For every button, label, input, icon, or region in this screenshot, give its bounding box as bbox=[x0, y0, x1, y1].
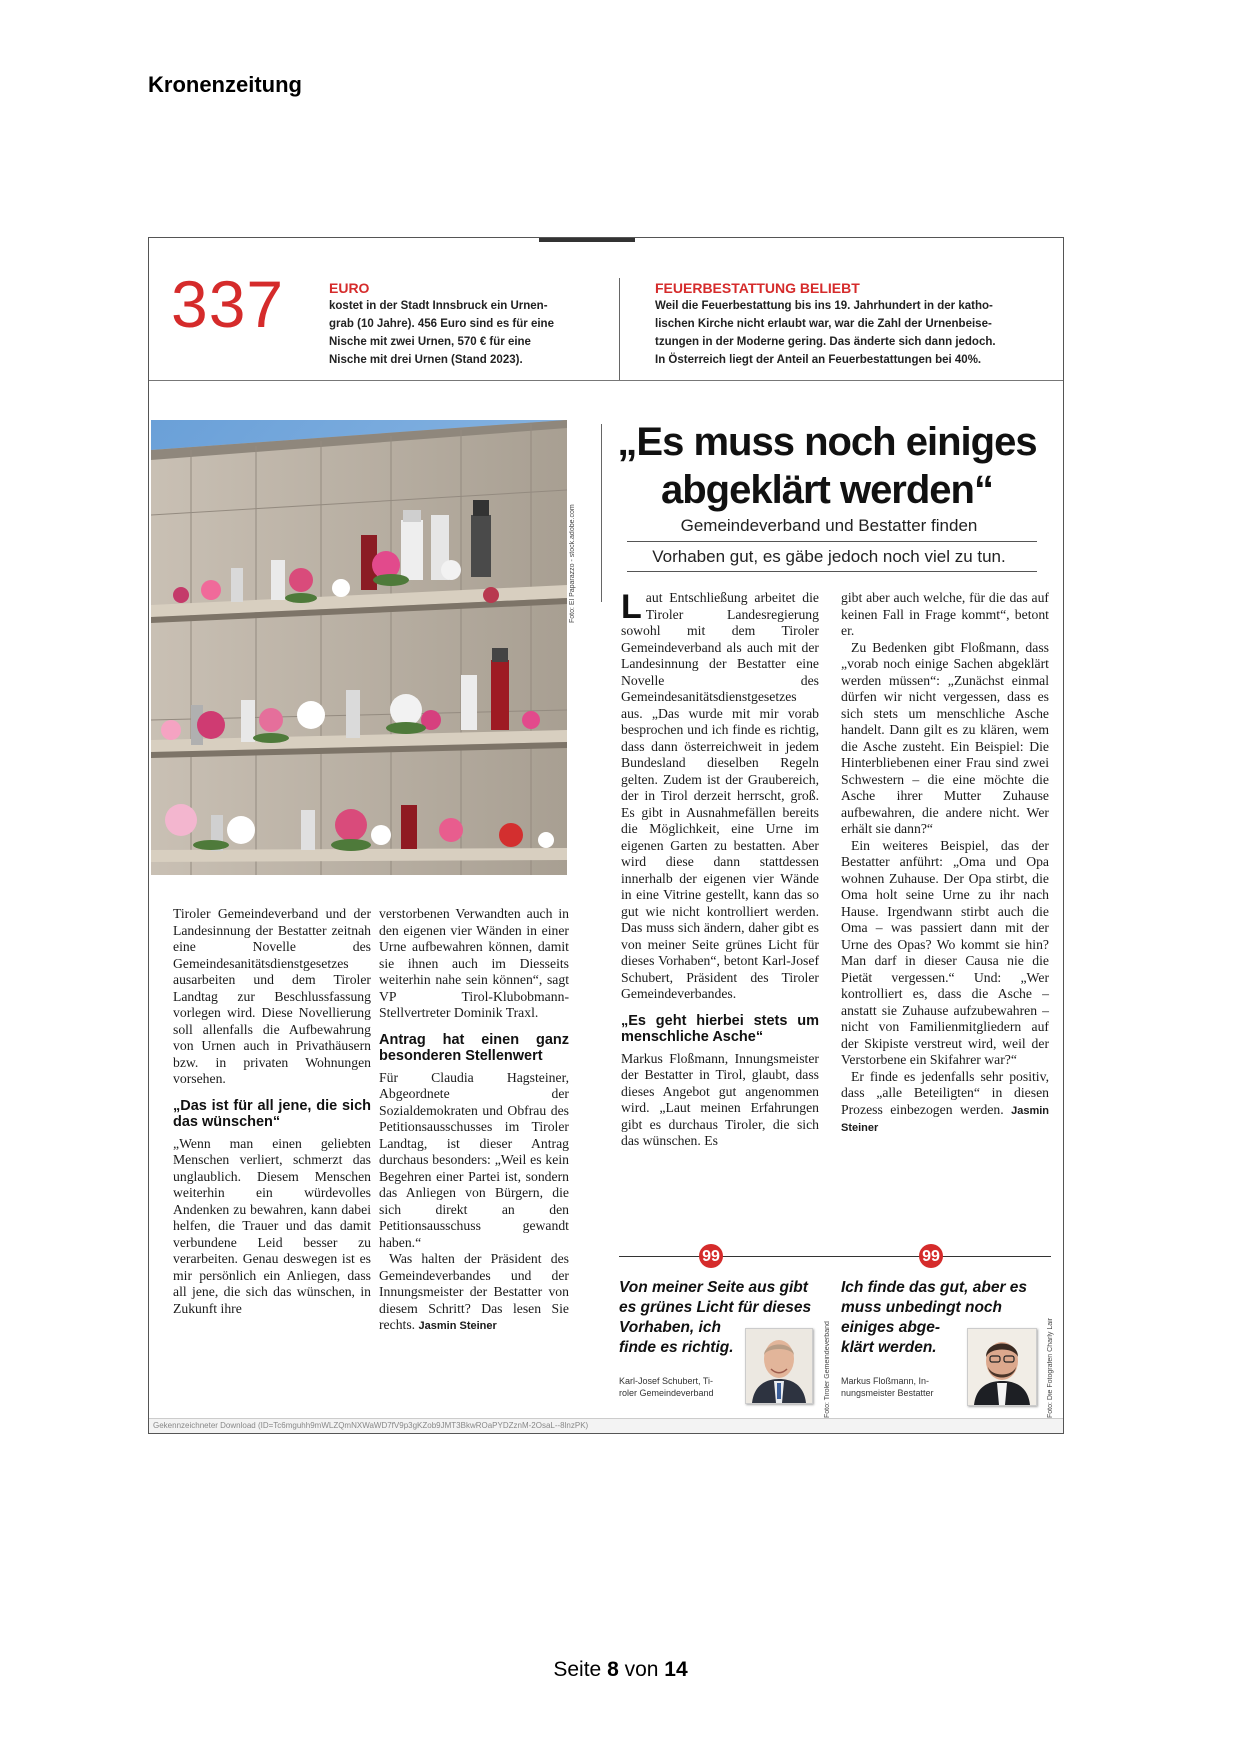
interheadline-antrag: Antrag hat einen ganz besonderen Stellenwert bbox=[379, 1031, 569, 1064]
fact-right-heading: FEUERBESTATTUNG BELIEBT bbox=[655, 280, 860, 296]
fact-number: 337 bbox=[171, 267, 285, 341]
source-label: Kronenzeitung bbox=[148, 72, 302, 97]
quote-caption-flossmann: Markus Floßmann, In- nungsmeister Bestatter bbox=[841, 1376, 934, 1398]
newspaper-clipping bbox=[148, 237, 1064, 1434]
article-column-4: gibt aber auch welche, für die das auf keinen Fall in Frage kommt“, betont er. Zu Bedenken gibt Floßmann, dass „vorab noch einige Sachen abgeklärt werden müssen“: „Zunächst einmal dürfen wir nicht vergessen, dass es sich stets um menschliche Asche handelt. Dann gilt es zu klären, wem die Asche zusteht. Ein Beispiel: Die Hinterbliebenen einer Frau sind zwei Schwestern – die eine möchte die Asche ihrer Mutter Zuhause aufbewahren, die andere nicht. Wer erhält sie dann?“ Ein weiteres Beispiel, das der Bestatter anführt: „Oma und Opa wohnen Zuhause. Der Opa stirbt, die Oma holt seine Urne zu ihr nach Hause. Irgendwann stirbt auch die Oma – was passiert dann mit der Urne des Opas? Wo kommt sie hin? Man darf in dieser Causa nie die Pietät vergessen.“ Und: „Wer kontrolliert es, dass die Asche – anstatt sie Zuhause aufzubewahren – nicht von Familienmitgliedern auf der Skipiste verstreut wird, weil der Verstorbene ein Skifahrer war?“ Er finde es jedenfalls sehr positiv, dass „alle Beteiligten“ in diesen Prozess einbezogen werden. Jasmin Steiner bbox=[841, 590, 1049, 1137]
article-column-3: Laut Entschließung arbeitet die Tiroler Landesregierung sowohl mit dem Tiroler Gemeindeverband als auch mit der Landesinnung der Bestatter eine Novelle des Gemeindesanitätsdienstgesetzes aus. „Das wurde mit mir vorab besprochen und ich finde es richtig, dass dann österreichweit in jedem Bundesland dieselben Regeln gelten. Zudem ist der Graubereich, der in Tirol derzeit herrscht, groß. Es gibt in Ausnahmefällen bereits die Möglichkeit, eine Urne im eigenen Garten zu bestatten. Aber wird diese dann stattdessen innerhalb der eigenen vier Wände in eine Vitrine gestellt, kann das so gut wie nicht kontrolliert werden. Das muss sich ändern, daher gibt es von meiner Seite grünes Licht für dieses Vorhaben“, betont Karl-Josef Schubert, Präsident des Tiroler Gemeindeverbandes. „Es geht hierbei stets um menschliche Asche“ Markus Floßmann, Innungsmeister der Bestatter in Tirol, glaubt, dass dieses Angebot gut angenommen wird. „Laut meinen Erfahrungen gibt es durchaus Tiroler, die sich das wünschen. Es bbox=[621, 588, 819, 1148]
article-subhead-1: Gemeindeverband und Bestatter finden bbox=[680, 516, 978, 535]
article-subhead-2: Vorhaben gut, es gäbe jedoch noch viel zu tun. bbox=[652, 547, 1006, 566]
article-headline: „Es muss noch einiges abgeklärt werden“ bbox=[617, 420, 1037, 512]
subhead-rule-bottom bbox=[627, 571, 1037, 572]
urn-wall-photo bbox=[151, 420, 567, 875]
fact-boxes bbox=[149, 238, 1063, 381]
quote-mark-icon: 99 bbox=[919, 1244, 943, 1268]
portrait-flossmann bbox=[967, 1328, 1037, 1406]
closing-paragraph: Er finde es jedenfalls sehr positiv, dass „alle Beteiligten“ in diesen Prozess einbezogen werden. Jasmin Steiner bbox=[841, 1068, 1050, 1134]
photo-credit-flossmann: Foto: Die Fotografen Charly Lair bbox=[1047, 1318, 1054, 1418]
quote-flossmann: Ich finde das gut, aber es muss unbedingt noch einiges abge- klärt werden. bbox=[841, 1279, 1028, 1356]
interheadline-asche: „Es geht hierbei stets um menschliche Asche“ bbox=[621, 1012, 819, 1045]
page-counter: Seite 8 von 14 bbox=[553, 1658, 688, 1681]
quote-mark-icon: 99 bbox=[699, 1244, 723, 1268]
photo-credit-schubert: Foto: Tiroler Gemeindeverband bbox=[824, 1321, 831, 1418]
article-column-2: verstorbenen Verwandten auch in den eigenen vier Wänden in einer Urne aufbewahren können, damit sie ihnen auch im Diesseits weiterhin nahe sein können“, sagt VP Tirol-Klubobmann-Stellvertreter Dominik Traxl. Antrag hat einen ganz besonderen Stellenwert Für Claudia Hagsteiner, Abgeordnete der Sozialdemokraten und Obfrau des Petitionsausschusses im Tiroler Landtag, ist dieser Antrag durchaus besonders: „Weil es kein Begehren einer Partei ist, sondern das Anliegen von Bürgern, die sich direkt an den Petitionsausschuss gewandt haben.“ Was halten der Präsident des Gemeindeverbandes und der Innungsmeister der Bestatter von diesem Schritt? Das lesen Sie rechts. Jasmin Steiner bbox=[379, 906, 569, 1335]
photo-credit: Foto: El Paparazzo - stock.adobe.com bbox=[569, 504, 576, 623]
quote-caption-schubert: Karl-Josef Schubert, Ti- roler Gemeindeverband bbox=[619, 1376, 714, 1398]
drop-cap: L bbox=[621, 588, 642, 626]
quote-schubert: Von meiner Seite aus gibt es grünes Licht für dieses Vorhaben, ich finde es richtig. bbox=[619, 1279, 812, 1356]
download-watermark: Gekennzeichneter Download (ID=Tc6mguhh9mWLZQmNXWaWD7fV9p3gKZob9JMT3BkwROaPYDZznM-2OsaL--8lnzPK) bbox=[149, 1418, 1063, 1433]
portrait-schubert bbox=[745, 1328, 813, 1404]
subhead-rule bbox=[627, 541, 1037, 542]
interheadline-wuenschen: „Das ist für all jene, die sich das wünschen“ bbox=[173, 1097, 371, 1130]
fact-left-text: kostet in der Stadt Innsbruck ein Urnen- grab (10 Jahre). 456 Euro sind es für eine Nische mit zwei Urnen, 570 € für eine Nische mit drei Urnen (Stand 2023). bbox=[329, 300, 554, 366]
fact-left-heading: EURO bbox=[329, 280, 370, 296]
author-credit-right: Jasmin Steiner bbox=[841, 1104, 1050, 1134]
quote-rule bbox=[619, 1256, 1051, 1257]
author-credit-left: Jasmin Steiner bbox=[418, 1320, 497, 1332]
article-column-1: Tiroler Gemeindeverband und der Landesinnung der Bestatter zeitnah eine Novelle des Gemeindesanitätsdienstgesetzes ausarbeiten und dem Tiroler Landtag zur Beschlussfassung vorlegen wird. Diese Novellierung soll allenfalls die Aufbewahrung von Urnen auch in Privathäusern bzw. in privaten Wohnungen vorsehen. „Das ist für all jene, die sich das wünschen“ „Wenn man einen geliebten Menschen verliert, schmerzt das unglaublich. Diesem Menschen weiterhin ein würdevolles Andenken zu bewahren, kann dabei helfen, die Trauer und das damit verbundene Leid besser zu verarbeiten. Genau deswegen ist es mir persönlich ein Anliegen, dass all jene, die sich das wünschen, in Zukunft ihre bbox=[173, 906, 371, 1316]
fact-divider bbox=[619, 278, 620, 380]
col2-last-paragraph: Was halten der Präsident des Gemeindeverbandes und der Innungsmeister der Bestatter von diesem Schritt? Das lesen Sie rechts. Jasmin Steiner bbox=[379, 1251, 569, 1332]
fact-right-text: Weil die Feuerbestattung bis ins 19. Jahrhundert in der katho- lischen Kirche nicht erlaubt war, war die Zahl der Urnenbeise- tzungen in der Moderne gering. Das änderte sich dann jedoch. In Österreich liegt der Anteil an Feuerbestattungen bei 40%. bbox=[655, 300, 996, 366]
